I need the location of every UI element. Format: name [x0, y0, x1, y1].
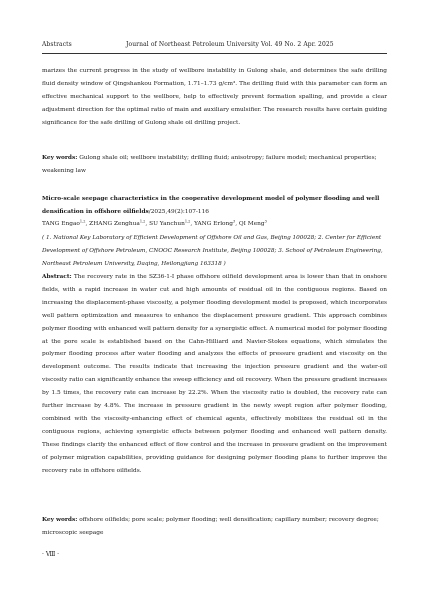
- author-affiliation-mark: 1,2: [139, 219, 146, 224]
- author-affiliation-mark: 3: [264, 219, 267, 224]
- journal-page: [42, 0, 387, 599]
- article-abstract: [42, 271, 387, 478]
- page-number: · Ⅷ ·: [42, 551, 60, 558]
- header-journal-info: Journal of Northeast Petroleum University Vol. 49 No. 2 Apr. 2025: [126, 41, 334, 48]
- abstract-text: The recovery rate in the SZ36-1-I phase offshore oilfield development area is lower than that in onshore fields, with a rapid increase in water cut and high amounts of residual oil in the contiguous regions. Based on increasing the displacement-phase viscosity, a polymer flooding development model is proposed, which incorporates well pattern optimization and measures to enhance the displacement pressure gradient. This approach combines polymer flooding with enhanced well pattern density for a synergistic effect. A numerical model for polymer flooding at the pore scale is established based on the Cahn-Hilliard and Navier-Stokes equations, which simulates the polymer flooding process after water flooding and analyzes the effects of pressure gradient and viscosity on the development outcome. The results indicate that increasing the injection pressure gradient and the water-oil viscosity ratio can significantly enhance the sweep efficiency and oil recovery. When the pressure gradient increases by 1.5 times, the recovery rate can increase by 22.2%. When the viscosity ratio is doubled, the recovery rate can further increase by 4.8%. The increase in pressure gradient in the newly swept region after polymer flooding, combined with the viscosity-enhancing effect of chemical agents, effectively mobilizes the residual oil in the contiguous regions, achieving synergistic effects between polymer flooding and enhanced well pattern density. These findings clarify the enhanced effect of flow control and the increase in pressure gradient on the improvement of polymer migration capabilities, providing guidance for designing polymer flooding plans to further improve the recovery rate in offshore oilfields.: [42, 274, 387, 474]
- keywords-label: Key words:: [42, 517, 78, 523]
- article-keywords: [42, 514, 387, 540]
- keywords-text: Gulong shale oil; wellbore instability; drilling fluid; anisotropy; failure model; mechanical properties; weakening law: [42, 155, 377, 174]
- affiliations: ( 1. National Key Laboratory of Efficient Development of Offshore Oil and Gas, Beijing 100028; 2. Center for Efficient Development of Offshore Petroleum, CNOOC Research Institute, Beijing 100028; 3. School of Petroleum Engineering, Northeast Petroleum University, Daqing, Heilongjiang 163318 ): [42, 235, 383, 267]
- author-name: QI Meng: [238, 221, 265, 227]
- author-name: SU Yanchun: [149, 221, 185, 227]
- previous-abstract-tail: marizes the current progress in the study of wellbore instability in Gulong shale, and determines the safe drilling fluid density window of Qingshankou Formation, 1.71–1.73 g/cm³. The drilling fluid with this parameter can form an effective mechanical support to the wellbore, help to effectively prevent formation spalling, and provide a clear adjustment direction for the optimal ratio of main and auxiliary emulsifier. The research results have certain guiding significance for the safe drilling of Gulong shale oil drilling project.: [42, 68, 387, 126]
- article-title: [42, 193, 387, 219]
- author-affiliation-mark: 3: [232, 219, 236, 224]
- author-affiliation-mark: 1,2: [79, 219, 86, 224]
- header-section-label: Abstracts: [42, 41, 72, 48]
- previous-keywords: [42, 152, 387, 178]
- article-title-text: Micro-scale seepage characteristics in the cooperative development model of polymer flooding and well densification in offshore oilfields: [42, 196, 380, 215]
- keywords-label: Key words:: [42, 155, 78, 161]
- keywords-text: offshore oilfields; pore scale; polymer flooding; well densification; capillary number; recovery degree; microscopic seepage: [42, 517, 379, 536]
- article-citation: /2025,49(2):107-116: [148, 208, 209, 215]
- running-header: [42, 40, 387, 50]
- author-name: TANG Engao: [42, 221, 80, 227]
- author-affiliation-mark: 1,2: [184, 219, 191, 224]
- header-rule: [42, 53, 387, 54]
- author-name: ZHANG Zenghua: [89, 221, 140, 227]
- author-name: YANG Erlong: [194, 221, 233, 227]
- author-list: TANG Engao$^{1,2}$, ZHANG Zenghua$^{1,2}$, SU Yanchun$^{1,2}$, YANG Erlong$^3$, QI Meng$^3$: [42, 219, 267, 227]
- abstract-label: Abstract:: [42, 274, 72, 280]
